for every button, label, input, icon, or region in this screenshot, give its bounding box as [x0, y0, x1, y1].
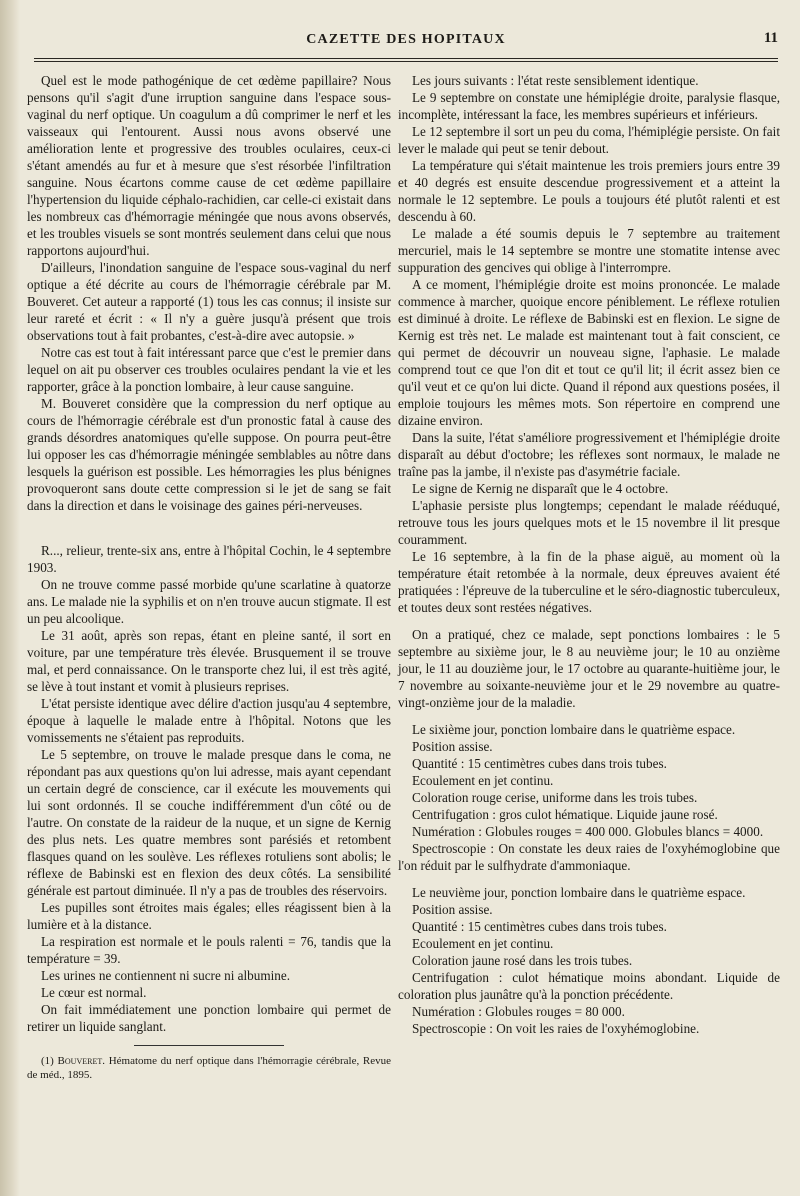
paragraph: Le signe de Kernig ne disparaît que le 4 octobre.	[412, 481, 669, 496]
paragraph: Coloration jaune rosé dans les trois tubes.	[412, 953, 633, 968]
paragraph: Le sixième jour, ponction lombaire dans le quatrième espace.	[412, 722, 736, 737]
paragraph: Le 12 septembre il sort un peu du coma, l'hémiplégie persiste. On fait lever le malade qui peut se tenir debout.	[398, 124, 780, 156]
right-column	[398, 72, 780, 1037]
paragraph: Le malade a été soumis depuis le 7 septembre au traitement mercuriel, mais le 14 septembre se montre une stomatite intense avec suppuration des gencives qui oblige à l'interrompre.	[398, 226, 780, 275]
paragraph: A ce moment, l'hémiplégie droite est moins prononcée. Le malade commence à marcher, quoique encore péniblement. Le réflexe rotulien est diminué à droite. Le réflexe de Babinski est en flexion. Le signe de Kernig est très net. Le malade est maintenant tout à fait conscient, ce qui permet de découvrir un nouveau signe, l'aphasie. Le malade comprend tout ce que l'on dit et tout ce qu'il lit; il écrit assez bien ce qu'il veut et ce qu'on lui dicte. Quand il répond aux questions posées, il emploie toujours les mêmes mots. Son répertoire en comprend une dizaine environ.	[398, 277, 780, 428]
footnote-text: Hématome du nerf optique dans l'hémorragie cérébrale, Revue de méd., 1895.	[27, 1055, 392, 1081]
paragraph: L'aphasie persiste plus longtemps; cependant le malade rééduqué, retrouve tous les jours quelques mots et le 15 novembre il lit presque couramment.	[398, 498, 780, 547]
paragraph: Le 16 septembre, à la fin de la phase aiguë, au moment où la température était retombée à la normale, deux épreuves avaient été pratiquées : l'épreuve de la tuberculine et le séro-diagnostic tuberculeux, et toutes deux sont restées négatives.	[398, 549, 780, 615]
footnote	[27, 1054, 391, 1082]
page-binding-edge	[0, 0, 20, 1196]
paragraph: Centrifugation : culot hématique moins abondant. Liquide de coloration plus jaunâtre qu'à la ponction précédente.	[398, 970, 780, 1002]
header-rule-thin	[34, 61, 778, 62]
paragraph: Les urines ne contiennent ni sucre ni albumine.	[41, 968, 291, 983]
footnote-author: Bouveret.	[57, 1055, 105, 1067]
paragraph: Dans la suite, l'état s'améliore progressivement et l'hémiplégie droite disparaît au début d'octobre; les réflexes sont normaux, le malade ne traîne pas la jambe, il n'existe pas d'asymétrie faciale.	[398, 430, 780, 479]
paragraph: Numération : Globules rouges = 80 000.	[412, 1004, 625, 1019]
paragraph: Coloration rouge cerise, uniforme dans les trois tubes.	[412, 790, 698, 805]
paragraph: M. Bouveret considère que la compression du nerf optique au cours de l'hémorragie cérébrale est d'un pronostic fatal à cause des grands désordres anatomiques qu'elle suppose. On pourra peut-être lui opposer les cas d'hémorragie méningée semblables au nôtre dans lesquels la guérison est possible. Les hémorragies les plus bénignes provoqueront sans doute cette compression si le jet de sang se fait dans la direction et dans le voisinage des gaines péri-nerveuses.	[27, 396, 391, 513]
paragraph: Les pupilles sont étroites mais égales; elles réagissent bien à la lumière et à la distance.	[27, 900, 391, 932]
paragraph: L'état persiste identique avec délire d'action jusqu'au 4 septembre, époque à laquelle le malade entre à l'hôpital. Notons que les vomissements ne s'étaient pas reproduits.	[27, 696, 391, 745]
header-rule	[34, 58, 778, 59]
paragraph: Quantité : 15 centimètres cubes dans trois tubes.	[412, 919, 667, 934]
page-header	[34, 30, 778, 52]
journal-title: CAZETTE DES HOPITAUX	[306, 32, 506, 47]
paragraph: Les jours suivants : l'état reste sensiblement identique.	[412, 73, 699, 88]
left-column	[27, 72, 391, 1082]
page-number: 11	[763, 30, 778, 46]
paragraph: Le 9 septembre on constate une hémiplégie droite, paralysie flasque, incomplète, intéressant la face, les membres supérieurs et inférieurs.	[398, 90, 780, 122]
paragraph: Notre cas est tout à fait intéressant parce que c'est le premier dans lequel on ait pu observer ces troubles oculaires pendant la vie et les rapporter, grâce à la ponction lombaire, à leur cause sanguine.	[27, 345, 391, 394]
paragraph: La respiration est normale et le pouls ralenti = 76, tandis que la température = 39.	[27, 934, 391, 966]
paragraph: Numération : Globules rouges = 400 000. Globules blancs = 4000.	[412, 824, 764, 839]
paragraph: Spectroscopie : On voit les raies de l'oxyhémoglobine.	[412, 1021, 700, 1036]
paragraph: On a pratiqué, chez ce malade, sept ponctions lombaires : le 5 septembre au sixième jour, le 8 au neuvième jour; le 10 au onzième jour, le 11 au douzième jour, le 17 octobre au quarante-huitième jour, le 7 novembre au soixante-neuvième jour et le 29 novembre au quatre-vingt-onzième jour de la maladie.	[398, 627, 780, 710]
paragraph: D'ailleurs, l'inondation sanguine de l'espace sous-vaginal du nerf optique a été décrite au cours de l'hémorragie cérébrale par M. Bouveret. Cet auteur a rapporté (1) tous les cas connus; il insiste sur leur rareté et écrit : « Il n'y a guère jusqu'à présent que trois observations tout à fait probantes, c'est-à-dire avec autopsie. »	[27, 260, 391, 343]
paragraph: On fait immédiatement une ponction lombaire qui permet de retirer un liquide sanglant.	[27, 1002, 391, 1034]
paragraph: Ecoulement en jet continu.	[412, 936, 554, 951]
paragraph: Spectroscopie : On constate les deux raies de l'oxyhémoglobine que l'on réduit par le sulfhydrate d'ammoniaque.	[398, 841, 780, 873]
paragraph: Le 31 août, après son repas, étant en pleine santé, il sort en voiture, par une température très élevée. Brusquement il se trouve mal, et perd connaissance. On le transporte chez lui, il est très agité, se lève à tout instant et vomit à plusieurs reprises.	[27, 628, 391, 694]
paragraph: Position assise.	[412, 739, 493, 754]
footnote-rule	[134, 1045, 284, 1046]
paragraph: Le cœur est normal.	[41, 985, 147, 1000]
paragraph: Centrifugation : gros culot hématique. Liquide jaune rosé.	[412, 807, 718, 822]
paragraph: Ecoulement en jet continu.	[412, 773, 554, 788]
footnote-marker: (1)	[41, 1055, 54, 1067]
paragraph: Le neuvième jour, ponction lombaire dans le quatrième espace.	[412, 885, 746, 900]
paragraph: Quel est le mode pathogénique de cet œdème papillaire? Nous pensons qu'il s'agit d'une irruption sanguine dans l'espace sous-vaginal du nerf optique. Un coagulum a dû comprimer le nerf et les vaisseaux qui l'entourent. Aussi nous avons observé une amélioration lente et progressive des troubles oculaires, ceux-ci s'étant amendés au fur et à mesure que s'est résorbée l'infiltration sanguine. Nous écartons comme cause de cet œdème papillaire l'hypertension du liquide céphalo-rachidien, car celle-ci existait dans les nombreux cas d'hémorragie méningée que nous avons observés, et les troubles visuels se sont montrés seulement dans celui que nous rapportons aujourd'hui.	[27, 73, 391, 258]
paragraph: Quantité : 15 centimètres cubes dans trois tubes.	[412, 756, 667, 771]
paragraph: R..., relieur, trente-six ans, entre à l'hôpital Cochin, le 4 septembre 1903.	[27, 543, 391, 575]
paragraph: On ne trouve comme passé morbide qu'une scarlatine à quatorze ans. Le malade nie la syphilis et on n'en trouve aucun stigmate. Il est un peu alcoolique.	[27, 577, 391, 626]
paragraph: Position assise.	[412, 902, 493, 917]
paragraph: La température qui s'était maintenue les trois premiers jours entre 39 et 40 degrés est ensuite descendue progressivement et a atteint la normale le 12 septembre. Le pouls a toujours été plutôt ralenti et est descendu à 60.	[398, 158, 780, 224]
paragraph: Le 5 septembre, on trouve le malade presque dans le coma, ne répondant pas aux questions qu'on lui adresse, mais ayant cependant un certain degré de conscience, car il exécute les mouvements qui lui sont ordonnés. Il se couche indifféremment d'un côté ou de l'autre. On constate de la raideur de la nuque, et un signe de Kernig des plus nets. Les quatre membres sont parésiés et retombent flasques quand on les soulève. Les réflexes rotuliens sont abolis; le réflexe de Babinski est en flexion des deux côtés. La sensibilité générale est partout diminuée. Il n'y a pas de troubles des réservoirs.	[27, 747, 391, 898]
